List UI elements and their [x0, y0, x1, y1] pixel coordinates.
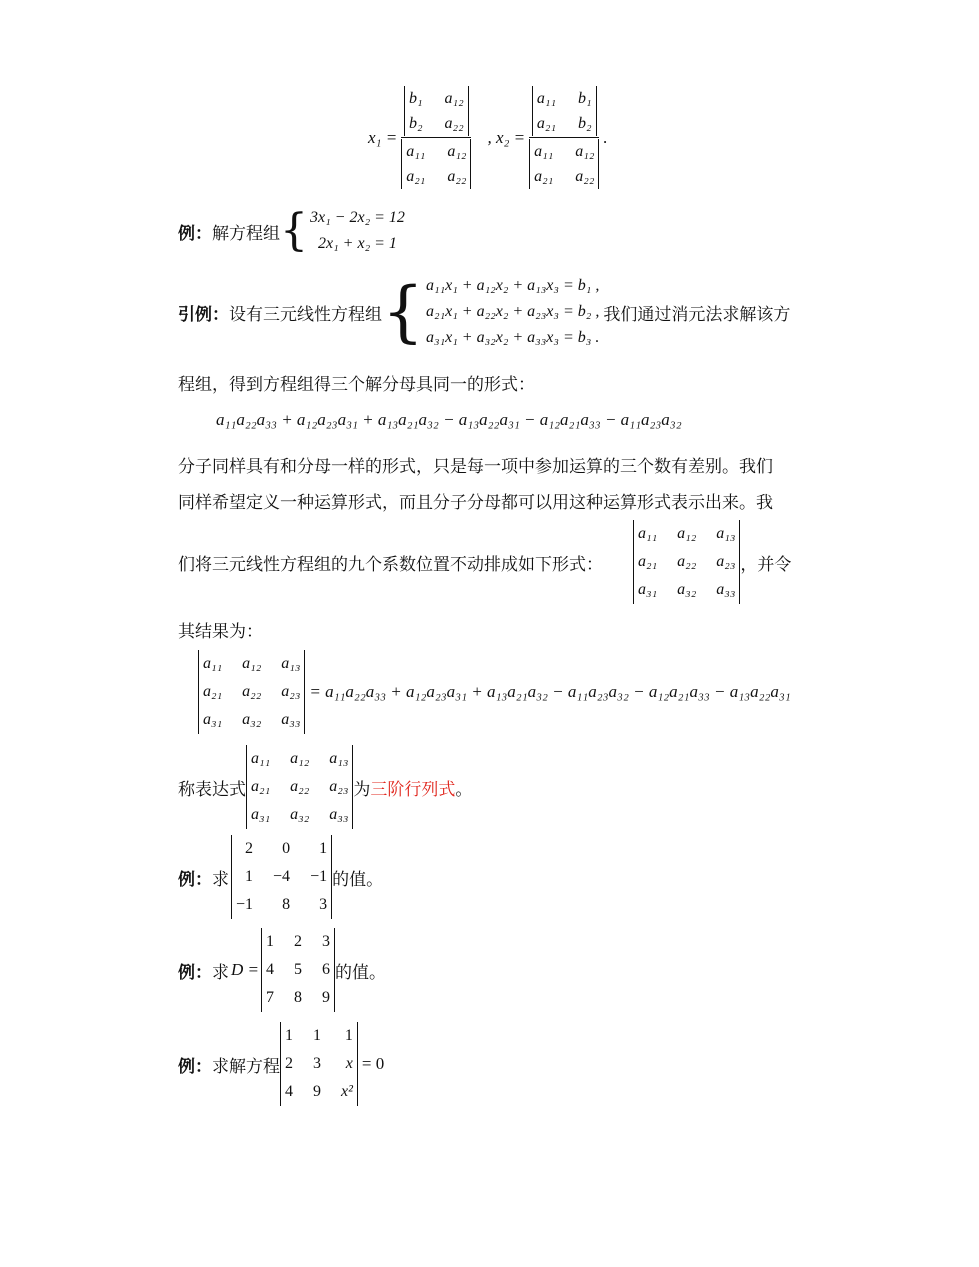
- equation: a₁₁x₁ + a₁₂x₂ + a₁₃x₃ = b₁ ,: [426, 277, 600, 294]
- example-label: 例: [178, 223, 195, 244]
- left-brace: {: [382, 273, 424, 350]
- colon: ：: [195, 869, 212, 890]
- det-cell: 3: [322, 933, 330, 950]
- example-4-determinant: [280, 1022, 358, 1106]
- det-cell: a₂₂: [447, 168, 467, 185]
- equation: 3x₁ − 2x₂ = 12: [310, 209, 405, 226]
- x1-label: x₁ =: [368, 127, 398, 147]
- paragraph-2-line-3: [178, 520, 791, 604]
- det-cell: 6: [322, 961, 330, 978]
- denominator-expression: a₁₁a₂₂a₃₃ + a₁₂a₂₃a₃₁ + a₁₃a₂₁a₃₂ − a₁₃a₂₂a₃₁ − a₁₂a₂₁a₃₃ − a₁₁a₂₃a₃₂: [216, 410, 682, 429]
- det-cell: a₂₂: [242, 683, 262, 700]
- det-cell: 4: [266, 961, 274, 978]
- colon: ：: [195, 223, 212, 244]
- example-text: 求解方程: [212, 1056, 280, 1077]
- det-cell: 2: [285, 1055, 293, 1072]
- example-text: 的值。: [332, 869, 384, 890]
- det-cell: x: [345, 1055, 353, 1072]
- det-cell: 8: [294, 989, 302, 1006]
- example-3-determinant: [261, 928, 335, 1012]
- det-cell: 1: [344, 1027, 353, 1044]
- example-label: 例: [178, 962, 195, 983]
- paragraph-text: 们将三元线性方程组的九个系数位置不动排成如下形式：: [178, 554, 603, 575]
- paragraph-3: 其结果为：: [178, 622, 263, 642]
- period: .: [603, 127, 608, 147]
- x2-denominator-det: [529, 139, 599, 189]
- det-cell: a₂₂: [677, 553, 697, 570]
- x1-numerator-det: [404, 86, 469, 136]
- example-label: 例: [178, 869, 195, 890]
- det-cell: a₂₃: [716, 553, 736, 570]
- paragraph-text: 。: [455, 779, 473, 800]
- det-cell: a₁₁: [203, 655, 223, 672]
- x2-fraction: [529, 86, 599, 189]
- cramer-formula: [368, 86, 608, 189]
- det-cell: a₂₂: [444, 115, 464, 132]
- det-cell: a₃₂: [290, 806, 310, 823]
- det-cell: 7: [266, 989, 274, 1006]
- det-cell: −4: [273, 868, 291, 885]
- det-cell: x²: [341, 1083, 353, 1100]
- det-cell: a₁₃: [281, 655, 301, 672]
- example-2-determinant: [231, 835, 332, 919]
- paragraph-text: 我们通过消元法求解该方: [603, 304, 791, 325]
- det-cell: a₁₁: [534, 143, 554, 160]
- paragraph-2-line-2: 同样希望定义一种运算形式，而且分子分母都可以用这种运算形式表示出来。我: [178, 493, 773, 513]
- paragraph-1: 程组，得到方程组得三个解分母具同一的形式：: [178, 375, 535, 395]
- det-cell: 1: [266, 933, 274, 950]
- det-cell: 1: [245, 868, 254, 885]
- det-cell: a₂₁: [203, 683, 223, 700]
- det-cell: b₂: [578, 115, 592, 132]
- det-cell: a₂₃: [329, 778, 349, 795]
- x1-fraction: [401, 86, 471, 189]
- det-cell: 1: [313, 1027, 321, 1044]
- det-cell: 8: [282, 896, 291, 913]
- det-cell: a₁₂: [444, 90, 464, 107]
- definition-determinant: [198, 650, 305, 734]
- det-cell: 2: [245, 840, 254, 857]
- det-cell: a₂₁: [406, 168, 426, 185]
- fraction-bar: [401, 137, 471, 138]
- det-cell: a₂₃: [281, 683, 301, 700]
- det-cell: a₂₂: [575, 168, 595, 185]
- paragraph-text: ，并令: [740, 554, 792, 575]
- example-3: [178, 928, 386, 1012]
- example-text: 的值。: [335, 962, 386, 983]
- colon: ：: [195, 1056, 212, 1077]
- det-cell: 4: [285, 1083, 293, 1100]
- example-4: [178, 1022, 384, 1106]
- det-cell: a₂₁: [638, 553, 658, 570]
- det-cell: a₃₁: [251, 806, 271, 823]
- d-label: D =: [231, 960, 259, 979]
- paragraph-2-line-1: 分子同样具有和分母一样的形式，只是每一项中参加运算的三个数有差别。我们: [178, 457, 773, 477]
- left-brace: {: [280, 205, 308, 256]
- example-label: 例: [178, 1056, 195, 1077]
- det-cell: a₂₂: [290, 778, 310, 795]
- equation: a₃₁x₁ + a₃₂x₂ + a₃₃x₃ = b₃ .: [426, 329, 600, 346]
- x1-denominator-det: [401, 139, 471, 189]
- equation: 2x₁ + x₂ = 1: [318, 235, 397, 252]
- x2-numerator-det: [532, 86, 597, 136]
- example-2: [178, 835, 383, 919]
- det-cell: a₂₁: [536, 115, 557, 132]
- det-cell: a₃₃: [716, 581, 736, 598]
- det-cell: 3: [313, 1055, 321, 1072]
- colon: ：: [195, 962, 212, 983]
- det-cell: a₃₂: [242, 711, 262, 728]
- example-1: [178, 205, 405, 257]
- det-cell: a₃₃: [329, 806, 349, 823]
- det-cell: a₁₃: [329, 750, 349, 767]
- equation-rhs: = 0: [361, 1054, 385, 1073]
- det-cell: b₁: [578, 90, 592, 107]
- colon: ：: [212, 304, 229, 325]
- det-cell: −1: [236, 896, 254, 913]
- definition-formula: [198, 650, 791, 734]
- example-text: 求: [212, 869, 229, 890]
- det-cell: 1: [285, 1027, 293, 1044]
- definition-determinant: [246, 745, 353, 829]
- det-cell: 3: [319, 896, 328, 913]
- det-cell: a₃₃: [281, 711, 301, 728]
- det-cell: a₁₂: [575, 143, 595, 160]
- det-cell: a₂₁: [251, 778, 271, 795]
- det-cell: 1: [319, 840, 328, 857]
- highlighted-term: 三阶行列式: [370, 779, 456, 800]
- det-cell: a₁₃: [716, 525, 736, 542]
- x2-label: , x₂ =: [487, 127, 526, 147]
- det-cell: 0: [282, 840, 291, 857]
- det-cell: 9: [322, 989, 330, 1006]
- det-cell: a₁₂: [242, 655, 262, 672]
- example-text: 解方程组: [212, 223, 280, 244]
- expansion-expression: = a₁₁a₂₂a₃₃ + a₁₂a₂₃a₃₁ + a₁₃a₂₁a₃₂ − a₁₁a₂₃a₃₂ − a₁₂a₂₁a₃₃ − a₁₃a₂₂a₃₁: [309, 682, 791, 701]
- paragraph-text: 称表达式: [178, 779, 246, 800]
- paragraph-text: 为: [353, 779, 371, 800]
- example-text: 求: [212, 962, 229, 983]
- det-cell: a₁₂: [447, 143, 467, 160]
- det-cell: 9: [313, 1083, 321, 1100]
- det-cell: −1: [310, 868, 328, 885]
- det-cell: 2: [294, 933, 302, 950]
- det-cell: a₂₁: [534, 168, 554, 185]
- det-cell: a₁₁: [536, 90, 557, 107]
- fraction-bar: [529, 137, 599, 138]
- equation: a₂₁x₁ + a₂₂x₂ + a₂₃x₃ = b₂ ,: [426, 303, 600, 320]
- det-cell: b₁: [408, 90, 423, 107]
- det-cell: a₃₂: [677, 581, 697, 598]
- det-cell: a₃₁: [638, 581, 658, 598]
- example-label: 引例: [178, 304, 212, 325]
- det-cell: a₁₂: [290, 750, 310, 767]
- det-cell: a₃₁: [203, 711, 223, 728]
- det-cell: a₁₁: [406, 143, 426, 160]
- equation-system: [280, 205, 405, 257]
- det-cell: a₁₁: [251, 750, 271, 767]
- coefficient-determinant: [633, 520, 740, 604]
- det-cell: b₂: [408, 115, 423, 132]
- equation-system: [382, 273, 599, 351]
- example-text: 设有三元线性方程组: [229, 304, 382, 325]
- det-cell: a₁₁: [638, 525, 658, 542]
- intro-example: [178, 273, 790, 351]
- det-cell: a₁₂: [677, 525, 697, 542]
- definition-statement: [178, 745, 472, 829]
- det-cell: 5: [294, 961, 302, 978]
